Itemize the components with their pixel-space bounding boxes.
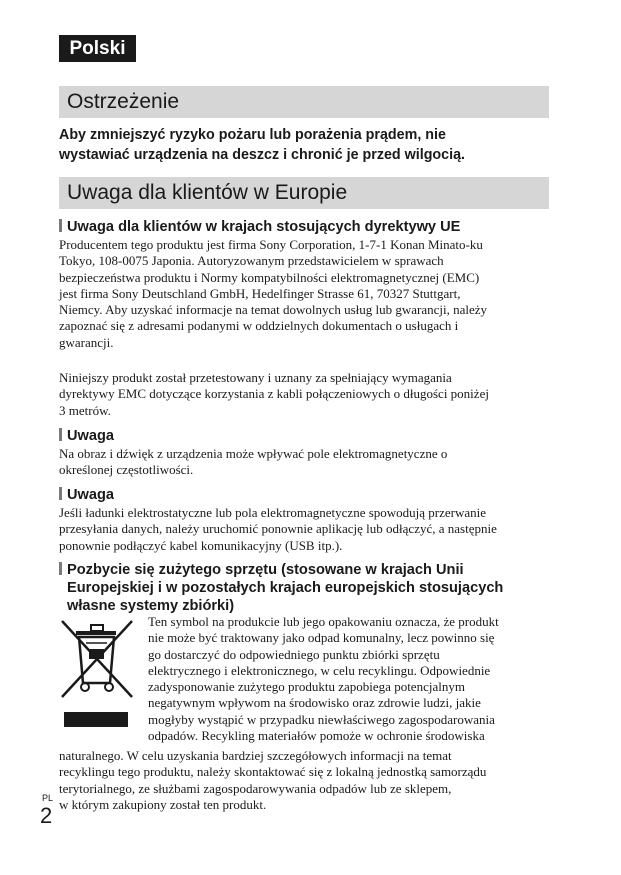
- text-line: Niniejszy produkt został przetestowany i uznany za spełniający wymagania: [59, 370, 452, 385]
- section-uwaga-1-title: [59, 427, 559, 445]
- section-disposal-title-line: własne systemy zbiórki): [67, 598, 235, 614]
- text-line: Producentem tego produktu jest firma Sony Corporation, 1-7-1 Konan Minato-ku: [59, 237, 483, 252]
- text-line: dyrektywy EMC dotyczące korzystania z kabli połączeniowych o długości poniżej: [59, 386, 489, 402]
- text-line: Jeśli ładunki elektrostatyczne lub pola elektromagnetyczne spowodują przerwanie: [59, 505, 487, 520]
- text-line: Ten symbol na produkcie lub jego opakowaniu oznacza, że produkt: [148, 614, 499, 629]
- page-number: 2: [40, 803, 53, 828]
- text-line: nie może być traktowany jako odpad komunalny, lecz powinno się: [148, 630, 495, 646]
- text-line: jest firma Sony Deutschland GmbH, Hedelfinger Strasse 61, 70327 Stuttgart,: [59, 285, 461, 301]
- text-line: określonej częstotliwości.: [59, 462, 194, 478]
- text-line: w którym zakupiony został ten produkt.: [59, 796, 267, 812]
- section-uwaga-2-title-text: Uwaga: [67, 487, 115, 503]
- text-line: elektrycznego i elektronicznego, w celu recyklingu. Odpowiednie: [148, 662, 491, 678]
- text-line: negatywnym wpływom na środowisko oraz zdrowie ludzi, jakie: [148, 695, 481, 711]
- language-tab: Polski: [59, 35, 136, 62]
- section-uwaga-1-paragraph: [59, 446, 549, 479]
- weee-bin-icon: [58, 617, 136, 732]
- text-line: go dostarczyć do odpowiedniego punktu zbiórki sprzętu: [148, 646, 440, 662]
- text-line: bezpieczeństwa produktu i Normy kompatybilności elektromagnetycznej (EMC): [59, 269, 480, 285]
- text-line: odpadów. Recykling materiałów pomoże w ochronie środowiska: [148, 728, 485, 744]
- section-eu-title-text: Uwaga dla klientów w krajach stosujących dyrektywy UE: [67, 219, 461, 235]
- page-language-code: PL: [42, 793, 54, 803]
- section-uwaga-2-paragraph: [59, 505, 549, 554]
- warning-line: wystawiać urządzenia na deszcz i chronić je przed wilgocią.: [59, 147, 466, 163]
- text-line: zapoznać się z adresami podanymi w oddzielnych dokumentach o usługach i: [59, 318, 459, 334]
- text-line: ponownie podłączyć kabel komunikacyjny (USB itp.).: [59, 537, 343, 553]
- section-marker: [59, 562, 62, 575]
- text-line: przesyłania danych, należy uruchomić ponownie aplikację lub odłączyć, a następnie: [59, 521, 497, 537]
- text-line: Na obraz i dźwięk z urządzenia może wpływać pole elektromagnetyczne o: [59, 446, 448, 461]
- heading-warning: Ostrzeżenie: [59, 86, 549, 118]
- text-line: Tokyo, 108-0075 Japonia. Autoryzowanym przedstawicielem w sprawach: [59, 253, 444, 269]
- section-disposal-title-line: Europejskiej i w pozostałych krajach europejskich stosujących: [67, 580, 504, 596]
- section-eu-paragraph-2: [59, 370, 549, 419]
- text-line: 3 metrów.: [59, 402, 111, 418]
- section-uwaga-2-title: [59, 486, 559, 504]
- text-line: naturalnego. W celu uzyskania bardziej szczegółowych informacji na temat: [59, 748, 452, 763]
- section-disposal-paragraph: [59, 748, 549, 813]
- section-eu-paragraph-1: [59, 237, 549, 351]
- text-line: gwarancji.: [59, 334, 114, 350]
- section-marker: [59, 428, 62, 441]
- text-line: mogłyby wystąpić w przypadku niewłaściwego zagospodarowania: [148, 711, 495, 727]
- section-disposal-wrapped-paragraph: [148, 614, 548, 744]
- section-disposal-title: [59, 561, 559, 615]
- section-uwaga-1-title-text: Uwaga: [67, 428, 115, 444]
- text-line: recyklingu tego produktu, należy skontaktować się z lokalną jednostką samorządu: [59, 764, 487, 780]
- warning-text: [59, 125, 549, 165]
- heading-europe: Uwaga dla klientów w Europie: [59, 177, 549, 209]
- text-line: zadysponowanie zużytego produktu zapobiega potencjalnym: [148, 679, 465, 695]
- section-disposal-title-line: Pozbycie się zużytego sprzętu (stosowane w krajach Unii: [67, 562, 464, 578]
- text-line: terytorialnego, ze służbami zagospodarowywania odpadów lub ze sklepem,: [59, 780, 452, 796]
- section-marker: [59, 219, 62, 232]
- warning-line: Aby zmniejszyć ryzyko pożaru lub porażenia prądem, nie: [59, 127, 446, 143]
- text-line: Niemcy. Aby uzyskać informacje na temat dowolnych usług lub gwarancji, należy: [59, 302, 488, 318]
- section-marker: [59, 487, 62, 500]
- section-eu-title: [59, 218, 559, 236]
